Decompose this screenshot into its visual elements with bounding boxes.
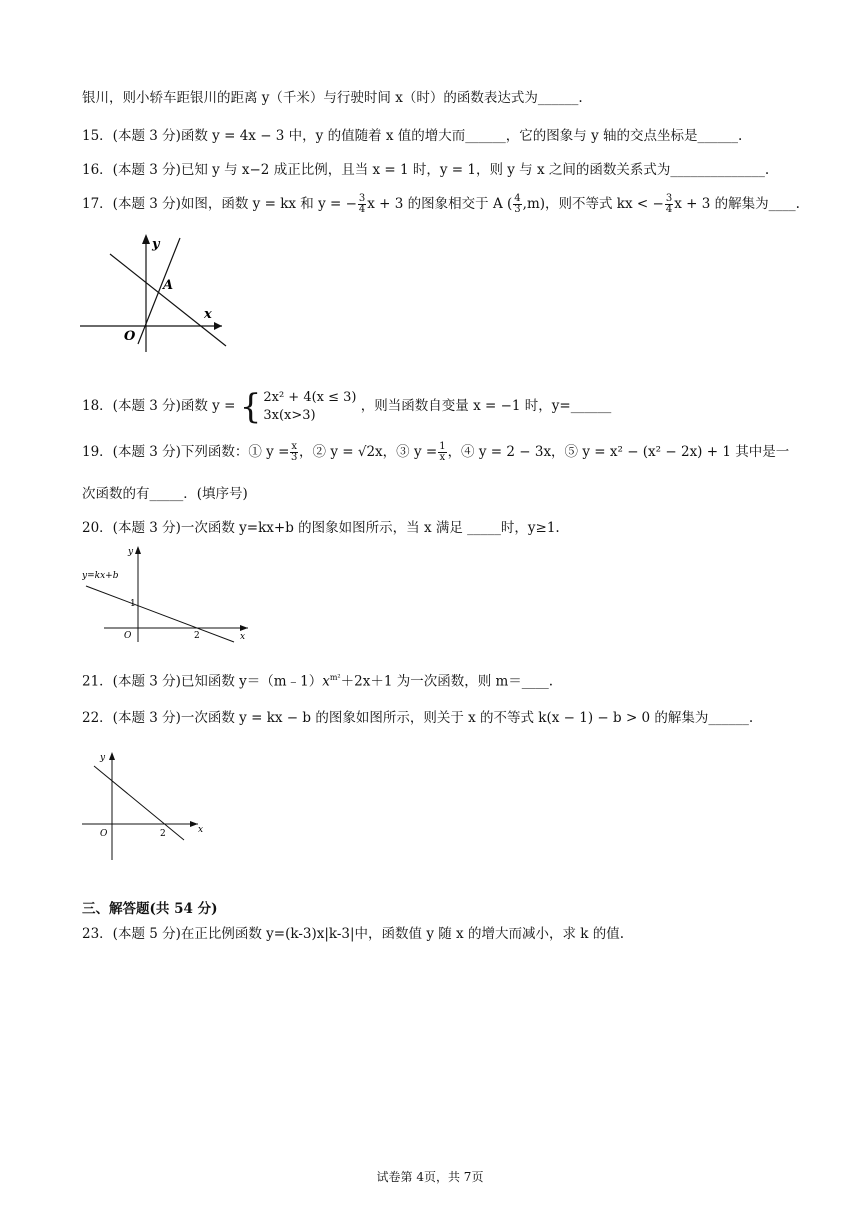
question-22: 22．(本题 3 分)一次函数 y = kx − b 的图象如图所示，则关于 x 的不等式 k(x − 1) − b > 0 的解集为______.: [82, 710, 754, 726]
figure-22-graph: [82, 748, 212, 862]
q18-suffix: ，则当函数自变量 x = −1 时，y=______: [360, 398, 612, 414]
q21-prefix: 21．(本题 3 分)已知函数 y＝（m﹣1）: [82, 673, 323, 690]
q19-prefix: 19．(本题 3 分)下列函数：① y =: [82, 444, 290, 460]
fig17-origin-label: O: [124, 329, 136, 344]
question-19-line-2: 次函数的有_____．(填序号): [82, 486, 248, 502]
q19-suffix: ，④ y = 2 − 3x，⑤ y = x² − (x² − 2x) + 1 其中是一: [447, 444, 790, 460]
figure-17-graph: [80, 232, 230, 352]
figure-20-graph: [82, 542, 252, 644]
question-14-continuation: 银川，则小轿车距银川的距离 y（千米）与行驶时间 x（时）的函数表达式为______.: [82, 90, 583, 106]
q18-piece-1: 2x² + 4(x ≤ 3): [263, 389, 357, 405]
question-18: [82, 386, 611, 426]
fig20-line-label: y=kx+b: [82, 571, 119, 581]
q17-fraction-2: $\frac{4}{3}$: [514, 193, 521, 215]
q18-prefix: 18．(本题 3 分)函数 y =: [82, 398, 236, 414]
q21-exponent: m²: [329, 673, 341, 682]
question-17: [82, 194, 800, 215]
fig22-origin-label: O: [100, 829, 108, 839]
fig20-intercept-label: 1: [130, 599, 136, 609]
q19-fraction-2: $\frac{1}{x}$: [439, 441, 446, 463]
question-23: 23．(本题 5 分)在正比例函数 y=(k-3)x|k-3|中，函数值 y 随 x 的增大而减小，求 k 的值.: [82, 926, 625, 942]
fig17-x-label: x: [204, 307, 212, 322]
question-16: 16．(本题 3 分)已知 y 与 x−2 成正比例，且当 x = 1 时，y = 1，则 y 与 x 之间的函数关系式为______________.: [82, 162, 770, 178]
q21-suffix: ＋2x＋1 为一次函数，则 m＝____.: [340, 673, 554, 690]
question-20: 20．(本题 3 分)一次函数 y=kx+b 的图象如图所示，当 x 满足 _____时，y≥1.: [82, 520, 560, 536]
fig22-root-label: 2: [160, 829, 166, 839]
q17-mid-1: x + 3 的图象相交于 A (: [367, 196, 513, 212]
fig20-x-label: x: [240, 632, 246, 642]
fig20-root-label: 2: [194, 631, 200, 641]
question-21: [82, 668, 553, 692]
q17-fraction-1: $\frac{3}{4}$: [358, 193, 366, 215]
q18-pieces: [263, 389, 356, 425]
q18-brace: {: [239, 386, 262, 427]
fig20-origin-label: O: [124, 631, 132, 641]
q19-mid-1: ，② y = √2x，③ y =: [299, 444, 438, 460]
q21-base: x: [322, 673, 330, 690]
q17-suffix: x + 3 的解集为____.: [674, 196, 800, 212]
q17-prefix: 17．(本题 3 分)如图，函数 y = kx 和 y = −: [82, 196, 357, 212]
question-15: 15．(本题 3 分)函数 y = 4x − 3 中，y 的值随着 x 值的增大而______，它的图象与 y 轴的交点坐标是______.: [82, 128, 743, 144]
q19-fraction-1: $\frac{x}{3}$: [291, 441, 298, 463]
fig20-y-label: y: [128, 547, 134, 557]
fig17-y-label: y: [152, 237, 160, 252]
fig22-x-label: x: [198, 825, 204, 835]
fig22-y-label: y: [100, 753, 106, 763]
q18-piece-2: 3x(x>3): [263, 407, 316, 423]
section-3-heading: 三、解答题(共 54 分): [82, 901, 218, 917]
question-19: [82, 442, 789, 463]
page-footer: 试卷第 4页，共 7页: [376, 1170, 484, 1184]
q17-fraction-3: $\frac{3}{4}$: [665, 193, 673, 215]
fig17-point-a-label: A: [163, 278, 174, 293]
q17-mid-2: ,m)，则不等式 kx < −: [522, 196, 664, 212]
